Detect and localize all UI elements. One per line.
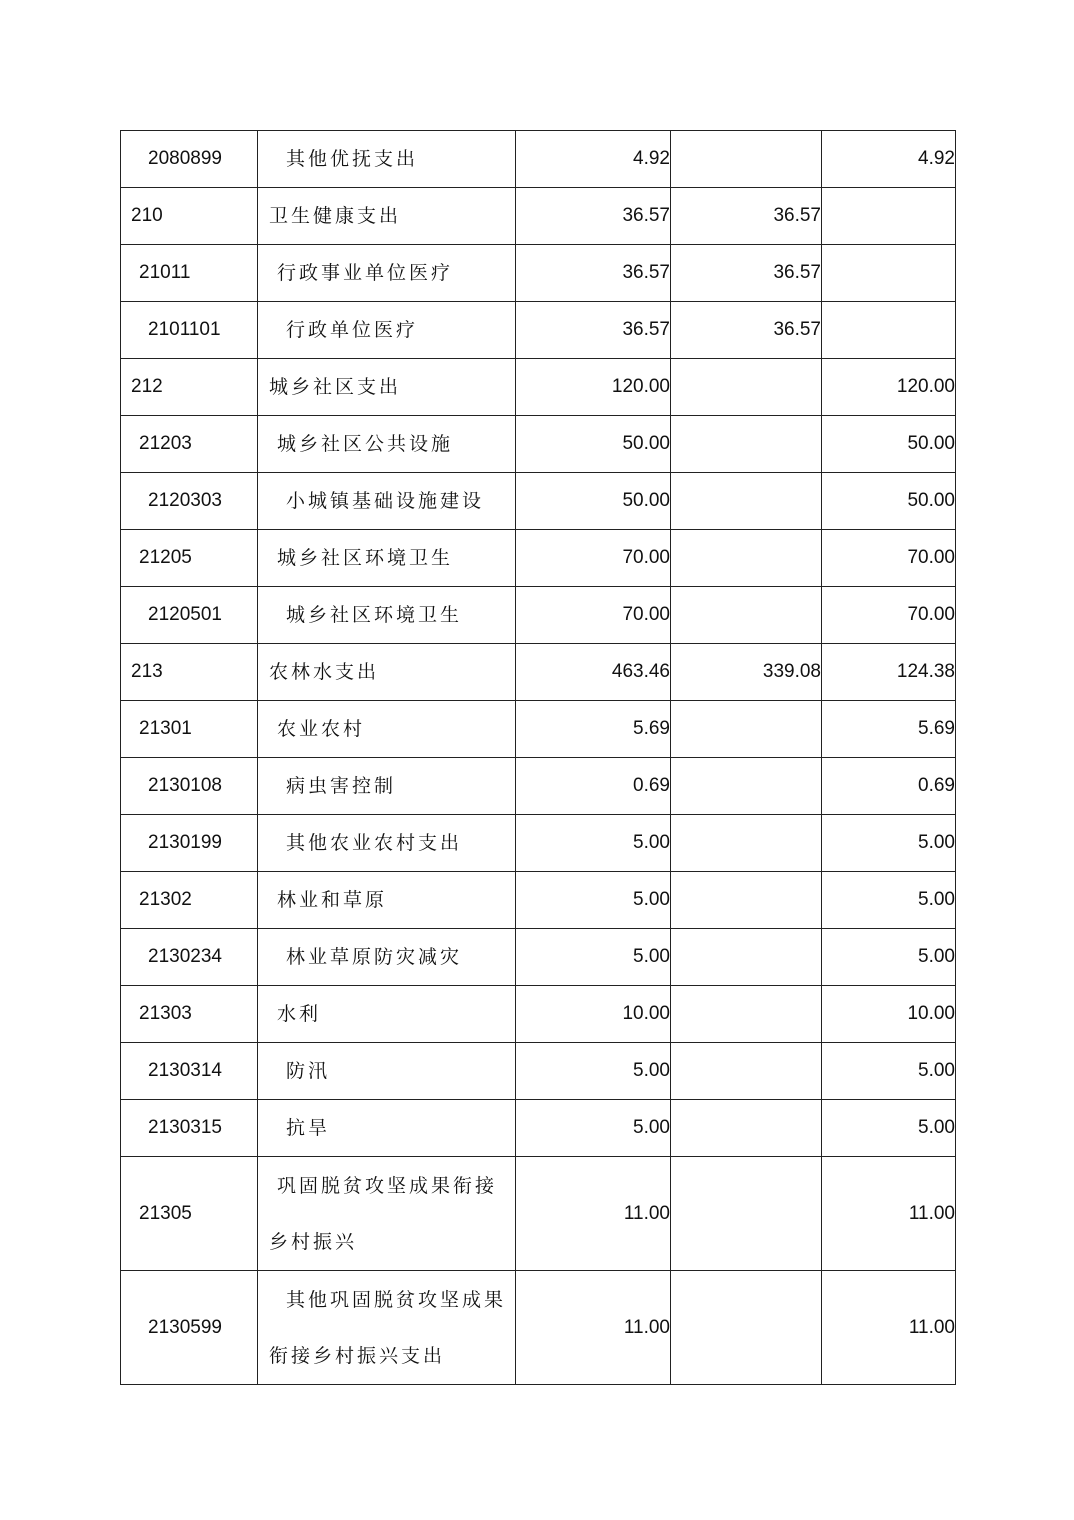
account-name-cell: 林业和草原	[258, 872, 516, 929]
total-amount-cell: 5.69	[516, 701, 671, 758]
account-name-cell: 行政单位医疗	[258, 302, 516, 359]
account-code-cell: 21011	[121, 245, 258, 302]
account-name-cell: 城乡社区支出	[258, 359, 516, 416]
account-name-cell: 农业农村	[258, 701, 516, 758]
account-name-cell: 病虫害控制	[258, 758, 516, 815]
basic-amount-cell	[671, 359, 822, 416]
table-row	[121, 1043, 956, 1100]
project-amount-cell: 4.92	[822, 131, 956, 188]
project-amount-cell: 5.00	[822, 815, 956, 872]
total-amount-cell: 5.00	[516, 1043, 671, 1100]
basic-amount-cell	[671, 872, 822, 929]
project-amount-cell: 10.00	[822, 986, 956, 1043]
account-code-cell: 2101101	[121, 302, 258, 359]
basic-amount-cell: 36.57	[671, 188, 822, 245]
total-amount-cell: 70.00	[516, 530, 671, 587]
table-row	[121, 986, 956, 1043]
table-row	[121, 302, 956, 359]
account-code-cell: 2130315	[121, 1100, 258, 1157]
total-amount-cell: 5.00	[516, 815, 671, 872]
total-amount-cell: 5.00	[516, 872, 671, 929]
account-name-cell: 卫生健康支出	[258, 188, 516, 245]
total-amount-cell: 50.00	[516, 416, 671, 473]
account-code-cell: 2130234	[121, 929, 258, 986]
basic-amount-cell: 36.57	[671, 245, 822, 302]
basic-amount-cell	[671, 929, 822, 986]
account-name-line: 乡村振兴	[269, 1230, 358, 1253]
account-code-cell: 2130599	[121, 1271, 258, 1385]
budget-table	[120, 130, 956, 1385]
account-name-cell: 小城镇基础设施建设	[258, 473, 516, 530]
account-code-cell: 21305	[121, 1157, 258, 1271]
basic-amount-cell	[671, 815, 822, 872]
table-row	[121, 188, 956, 245]
project-amount-cell: 5.00	[822, 1100, 956, 1157]
total-amount-cell: 4.92	[516, 131, 671, 188]
project-amount-cell	[822, 188, 956, 245]
basic-amount-cell	[671, 587, 822, 644]
account-code-cell: 21303	[121, 986, 258, 1043]
account-name-cell	[258, 1271, 516, 1385]
account-name-cell: 行政事业单位医疗	[258, 245, 516, 302]
project-amount-cell: 50.00	[822, 473, 956, 530]
account-name-cell: 林业草原防灾减灾	[258, 929, 516, 986]
total-amount-cell: 11.00	[516, 1271, 671, 1385]
account-code-cell: 2130314	[121, 1043, 258, 1100]
table-row	[121, 1157, 956, 1271]
account-code-cell: 2080899	[121, 131, 258, 188]
basic-amount-cell	[671, 416, 822, 473]
total-amount-cell: 0.69	[516, 758, 671, 815]
project-amount-cell: 124.38	[822, 644, 956, 701]
project-amount-cell: 70.00	[822, 587, 956, 644]
total-amount-cell: 463.46	[516, 644, 671, 701]
basic-amount-cell	[671, 1043, 822, 1100]
account-name-cell: 防汛	[258, 1043, 516, 1100]
project-amount-cell: 5.00	[822, 929, 956, 986]
account-code-cell: 2130199	[121, 815, 258, 872]
total-amount-cell: 50.00	[516, 473, 671, 530]
basic-amount-cell	[671, 986, 822, 1043]
budget-table-body	[121, 131, 956, 1385]
account-name-line: 衔接乡村振兴支出	[269, 1344, 446, 1367]
table-row	[121, 587, 956, 644]
basic-amount-cell	[671, 1271, 822, 1385]
project-amount-cell	[822, 302, 956, 359]
account-name-line: 其他巩固脱贫攻坚成果	[286, 1288, 507, 1311]
total-amount-cell: 120.00	[516, 359, 671, 416]
basic-amount-cell: 339.08	[671, 644, 822, 701]
account-code-cell: 213	[121, 644, 258, 701]
project-amount-cell: 5.00	[822, 1043, 956, 1100]
account-name-cell	[258, 1157, 516, 1271]
account-code-cell: 2130108	[121, 758, 258, 815]
table-row	[121, 530, 956, 587]
account-name-text	[269, 1158, 515, 1270]
account-name-text	[269, 1272, 515, 1384]
account-code-cell: 210	[121, 188, 258, 245]
account-name-cell: 城乡社区公共设施	[258, 416, 516, 473]
basic-amount-cell: 36.57	[671, 302, 822, 359]
table-row	[121, 1100, 956, 1157]
account-code-cell: 21302	[121, 872, 258, 929]
basic-amount-cell	[671, 701, 822, 758]
basic-amount-cell	[671, 1100, 822, 1157]
basic-amount-cell	[671, 758, 822, 815]
account-name-cell: 城乡社区环境卫生	[258, 587, 516, 644]
account-name-cell: 抗旱	[258, 1100, 516, 1157]
table-row	[121, 245, 956, 302]
total-amount-cell: 5.00	[516, 929, 671, 986]
basic-amount-cell	[671, 473, 822, 530]
total-amount-cell: 36.57	[516, 302, 671, 359]
basic-amount-cell	[671, 1157, 822, 1271]
project-amount-cell: 70.00	[822, 530, 956, 587]
table-row	[121, 872, 956, 929]
basic-amount-cell	[671, 530, 822, 587]
project-amount-cell	[822, 245, 956, 302]
table-row	[121, 815, 956, 872]
account-name-cell: 其他农业农村支出	[258, 815, 516, 872]
account-name-cell: 城乡社区环境卫生	[258, 530, 516, 587]
account-code-cell: 21205	[121, 530, 258, 587]
account-code-cell: 21301	[121, 701, 258, 758]
total-amount-cell: 70.00	[516, 587, 671, 644]
project-amount-cell: 11.00	[822, 1157, 956, 1271]
project-amount-cell: 50.00	[822, 416, 956, 473]
account-code-cell: 2120501	[121, 587, 258, 644]
table-row	[121, 131, 956, 188]
table-row	[121, 473, 956, 530]
project-amount-cell: 0.69	[822, 758, 956, 815]
table-row	[121, 359, 956, 416]
project-amount-cell: 5.00	[822, 872, 956, 929]
basic-amount-cell	[671, 131, 822, 188]
project-amount-cell: 5.69	[822, 701, 956, 758]
total-amount-cell: 11.00	[516, 1157, 671, 1271]
account-name-cell: 农林水支出	[258, 644, 516, 701]
table-row	[121, 416, 956, 473]
total-amount-cell: 5.00	[516, 1100, 671, 1157]
table-row	[121, 758, 956, 815]
total-amount-cell: 36.57	[516, 245, 671, 302]
project-amount-cell: 120.00	[822, 359, 956, 416]
account-code-cell: 212	[121, 359, 258, 416]
total-amount-cell: 10.00	[516, 986, 671, 1043]
total-amount-cell: 36.57	[516, 188, 671, 245]
account-name-cell: 其他优抚支出	[258, 131, 516, 188]
account-code-cell: 21203	[121, 416, 258, 473]
account-name-cell: 水利	[258, 986, 516, 1043]
project-amount-cell: 11.00	[822, 1271, 956, 1385]
table-row	[121, 644, 956, 701]
table-row	[121, 1271, 956, 1385]
table-row	[121, 929, 956, 986]
table-row	[121, 701, 956, 758]
account-name-line: 巩固脱贫攻坚成果衔接	[277, 1174, 498, 1197]
account-code-cell: 2120303	[121, 473, 258, 530]
